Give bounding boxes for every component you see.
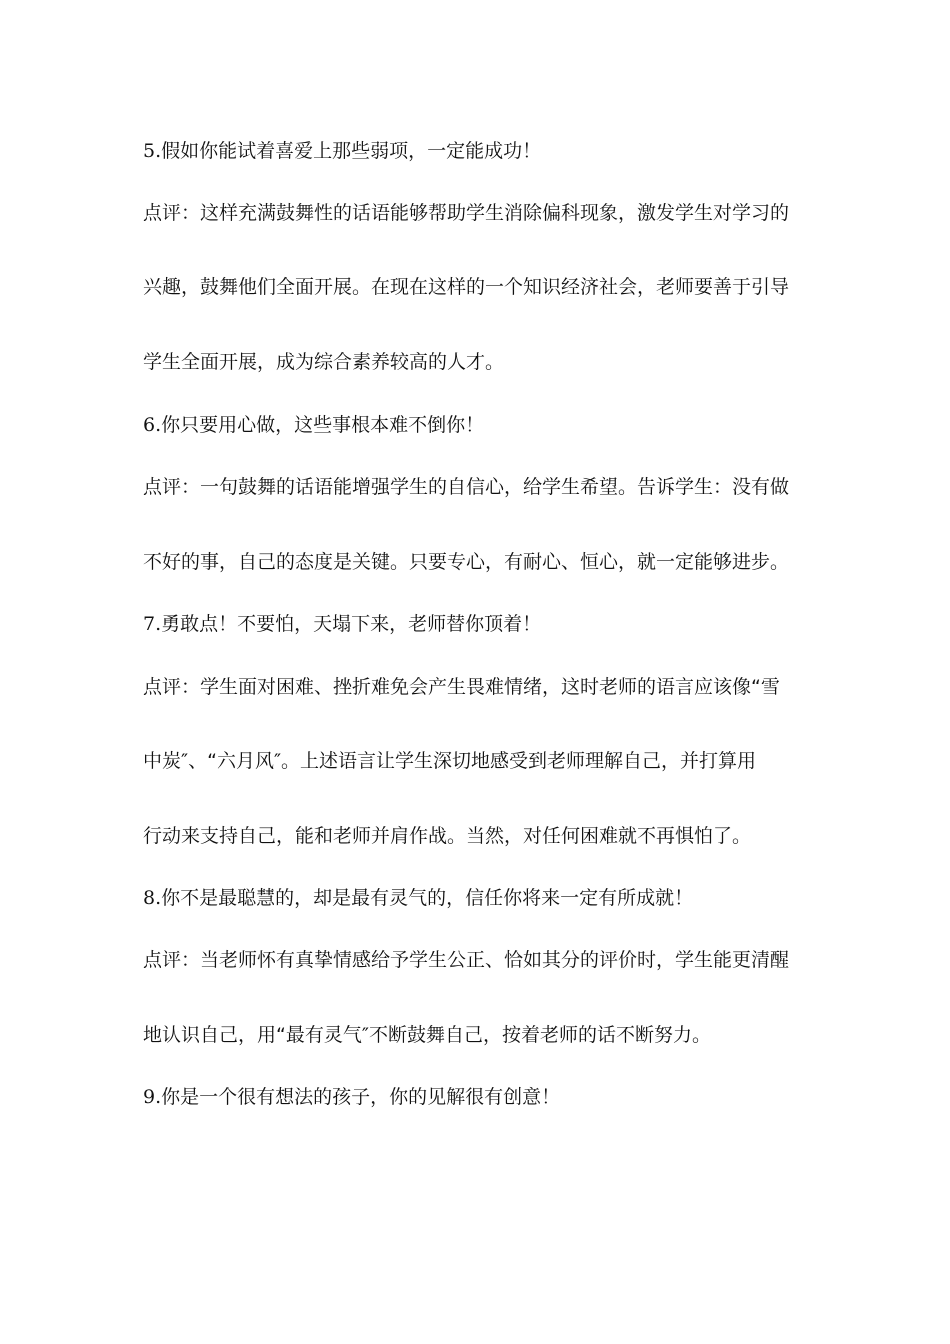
item-heading-text: 假如你能试着喜爱上那些弱项，一定能成功！ [161,140,542,162]
item-6-heading [143,413,813,437]
item-7-comment-line-3: 行动来支持自己，能和老师并肩作战。当然，对任何困难就不再惧怕了。 [143,825,752,847]
item-number: 5. [143,140,162,162]
item-9-heading [143,1085,813,1109]
item-7-comment-line-1: 点评：学生面对困难、挫折难免会产生畏难情绪，这时老师的语言应该像“雪 [143,676,780,698]
item-number: 7. [143,613,162,635]
item-heading-text: 勇敢点！不要怕，天塌下来，老师替你顶着！ [161,613,542,635]
item-5-comment-line-2: 兴趣，鼓舞他们全面开展。在现在这样的一个知识经济社会，老师要善于引导 [143,276,790,298]
item-5-comment-line-1: 点评：这样充满鼓舞性的话语能够帮助学生消除偏科现象，激发学生对学习的 [143,202,790,224]
item-5-comment-line-3: 学生全面开展，成为综合素养较高的人才。 [143,351,505,373]
item-5-heading [143,139,813,163]
item-heading-text: 你不是最聪慧的，却是最有灵气的，信任你将来一定有所成就！ [161,887,694,909]
item-number: 9. [143,1086,162,1108]
item-heading-text: 你是一个很有想法的孩子，你的见解很有创意！ [161,1086,561,1108]
item-7-comment-line-2: 中炭″、“六月风″。上述语言让学生深切地感受到老师理解自己，并打算用 [143,750,757,772]
item-8-comment-line-2: 地认识自己，用“最有灵气″不断鼓舞自己，按着老师的话不断努力。 [143,1024,711,1046]
item-8-heading [143,886,813,910]
item-heading-text: 你只要用心做，这些事根本难不倒你！ [161,414,485,436]
item-6-comment-line-1: 点评：一句鼓舞的话语能增强学生的自信心，给学生希望。告诉学生：没有做 [143,476,790,498]
item-number: 6. [143,414,162,436]
item-8-comment-line-1: 点评：当老师怀有真挚情感给予学生公正、恰如其分的评价时，学生能更清醒 [143,949,790,971]
item-6-comment-line-2: 不好的事，自己的态度是关键。只要专心，有耐心、恒心，就一定能够进步。 [143,551,790,573]
item-7-heading [143,612,813,636]
item-number: 8. [143,887,162,909]
